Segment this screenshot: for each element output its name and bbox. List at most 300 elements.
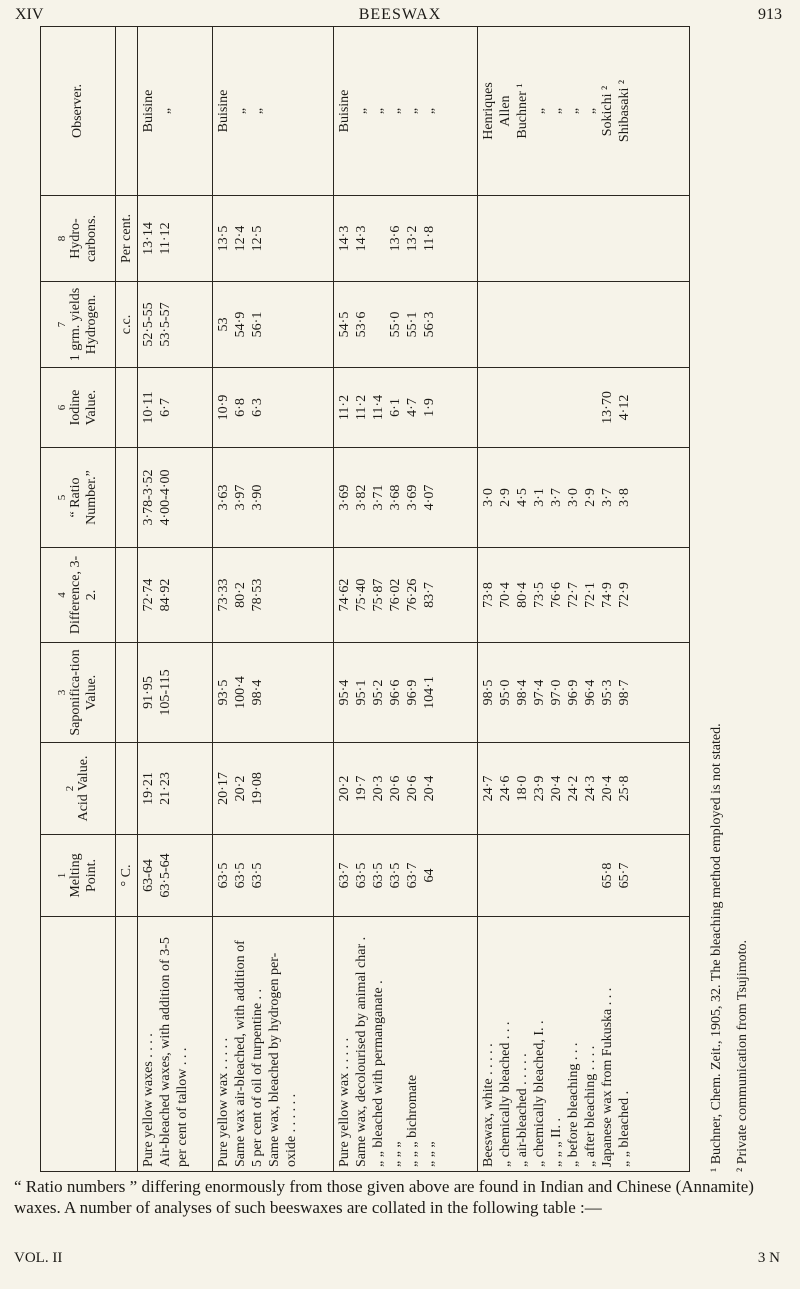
page-number: 913 [758,6,782,23]
value: 76·26 [405,578,421,612]
table-row [477,27,689,1172]
value: 55·1 [405,311,421,338]
value: 3·69 [337,484,353,511]
value: 2·9 [582,488,598,507]
value: 3·0 [480,488,496,507]
value: 23·9 [531,775,547,802]
rotated-table-wrapper [40,27,690,1172]
value-cell [138,448,213,548]
value: 13·6 [388,225,404,252]
value: 3·71 [371,484,387,511]
column-label: 1 grm. yields Hydrogen. [68,287,100,362]
header-cell [41,743,116,835]
sample-description: per cent of tallow . . . [175,1047,190,1167]
value: 3·68 [388,484,404,511]
observer-name: „ [582,107,598,115]
value: 18·0 [514,775,530,802]
header-cell [41,917,116,1172]
header-cell [41,282,116,368]
sample-description: „ chemically bleached, I. . [531,1020,547,1167]
value: 24·2 [565,775,581,802]
footnote-1: ¹ Buchner, Chem. Zeit., 1905, 32. The bleaching method employed is not stated. [709,723,724,1172]
value: 1·9 [422,398,438,417]
observer-name: „ [388,107,404,115]
value: 21·23 [158,772,173,805]
value [582,286,599,363]
value [514,372,531,443]
footnote-2: ² Private communication from Tsujimoto. [735,940,750,1172]
value-cell [334,835,478,917]
value-cell [334,368,478,448]
value: 80·4 [514,582,530,608]
column-label: Acid Value. [76,755,92,822]
sample-description: „ „ bleached with permanganate . [371,980,387,1167]
observer-cell [213,27,334,196]
header-cell [41,643,116,743]
value: 76·6 [548,582,564,608]
value-cell [334,743,478,835]
value: 73·5 [531,582,547,608]
value: 96·4 [582,679,598,706]
value: 65·7 [616,862,632,889]
sample-description: „ „ „ [422,1141,438,1167]
value: 105-115 [158,669,173,716]
value: 54·5 [337,311,353,338]
value-cell [138,835,213,917]
observer-name: Sokichi ² [599,85,615,137]
observer-name: Shibasaki ² [616,79,632,143]
value-cell [477,196,689,282]
observer-name: „ [405,107,421,115]
observer-name: Buisine [141,89,156,133]
value-cell [138,743,213,835]
value [497,286,514,363]
volume-label: VOL. II [14,1250,63,1266]
value: 76·02 [388,578,404,612]
value: 95·0 [497,679,513,706]
value [514,200,531,277]
value: 3·90 [250,484,266,511]
sample-description: „ „ bleached . [616,1090,632,1167]
observer-name: „ [422,107,438,115]
value [599,200,616,277]
header-cell [41,448,116,548]
sample-description: Pure yellow wax . . . . . [216,1037,232,1167]
value: 72·9 [616,582,632,608]
value: 20·4 [599,775,615,802]
value: 98·4 [250,679,266,706]
body-paragraph [14,1176,790,1218]
observer-name: „ [158,107,173,115]
observer-name: „ [354,107,370,115]
value: 73·33 [216,578,232,612]
column-number: 3 [55,689,68,696]
sample-description: Pure yellow wax . . . . . [337,1037,353,1167]
value [480,200,497,277]
value [565,839,582,912]
value: 6·8 [233,398,249,417]
value: 63·7 [337,862,353,889]
value: 11·8 [422,225,438,252]
value: 72·74 [141,578,156,612]
value [582,372,599,443]
value [531,286,548,363]
value: 4·00-4·00 [158,469,173,526]
value-cell [213,448,334,548]
observer-name: „ [565,107,581,115]
observer-name: „ [531,107,547,115]
value: 11·4 [371,394,387,421]
value: 63·7 [405,862,421,889]
value: 25·8 [616,775,632,802]
sample-description: Japanese wax from Fukuska . . . [599,987,615,1167]
value: 3·7 [599,488,615,507]
value [565,372,582,443]
observer-cell [138,27,213,196]
header-row [41,27,116,1172]
observer-name: Allen [497,95,513,127]
value: 20·2 [233,775,249,802]
value: 63-64 [141,859,156,892]
value-cell [138,282,213,368]
value: 3·1 [531,488,547,507]
value: 95·2 [371,679,387,706]
value: 6·3 [250,398,266,417]
sample-description-cell [213,917,334,1172]
value [497,200,514,277]
value: 13·2 [405,225,421,252]
value-cell [334,548,478,643]
value [531,372,548,443]
value: 19·21 [141,772,156,805]
value-cell [138,368,213,448]
sample-description-cell [138,917,213,1172]
value-cell [334,282,478,368]
table-row [213,27,334,1172]
value-cell [213,835,334,917]
unit-cell [116,835,138,917]
sample-description: oxide . . . . . . [284,1093,300,1167]
value: 20·6 [405,775,421,802]
observer-name: „ [233,107,249,115]
value: 10·11 [141,391,156,424]
sample-description-cell [334,917,478,1172]
value: 95·3 [599,679,615,706]
unit-cell [116,448,138,548]
page-footer [14,1250,790,1267]
observer-cell [334,27,478,196]
column-label: Difference, 3-2. [68,555,100,635]
value: 63·5 [233,862,249,889]
observer-name: Henriques [480,82,496,140]
value: 52·5-55 [141,302,156,347]
unit-cell [116,917,138,1172]
value: 64 [422,868,438,883]
column-number: 5 [55,494,68,501]
sample-description: Beeswax, white . . . . . [480,1043,496,1167]
value [582,200,599,277]
value: 72·7 [565,582,581,608]
value: 78·53 [250,578,266,612]
sample-description: 5 per cent of oil of turpentine . . [250,988,266,1167]
column-label: “ Ratio Number.” [68,470,100,525]
value: 83·7 [422,582,438,608]
unit-cell [116,743,138,835]
value: 96·9 [565,679,581,706]
value: 91·95 [141,676,156,709]
value [548,372,565,443]
value: 65·8 [599,862,615,889]
value: 3·0 [565,488,581,507]
value: 20·3 [371,775,387,802]
section-number: XIV [15,6,44,23]
value [370,200,387,277]
value: 74·9 [599,582,615,608]
value: 2·9 [497,488,513,507]
value [548,286,565,363]
value-cell [477,282,689,368]
value-cell [213,196,334,282]
value [582,839,599,912]
value: 97·0 [548,679,564,706]
value: 11·2 [337,394,353,421]
signature-mark: 3 N [757,1250,780,1266]
table-row [138,27,213,1172]
value [565,200,582,277]
unit-cell [116,196,138,282]
value: 20·2 [337,775,353,802]
sample-description: „ „ „ bichromate [405,1074,421,1167]
value: 14·3 [337,225,353,252]
observer-name: Buisine [337,89,353,133]
value-cell [477,548,689,643]
observer-cell [477,27,689,196]
value: 96·6 [388,679,404,706]
table-row [334,27,478,1172]
column-label: Melting Point. [68,853,100,898]
header-cell [41,835,116,917]
value: 70·4 [497,582,513,608]
value-cell [334,448,478,548]
value-cell [213,282,334,368]
value: 98·5 [480,679,496,706]
value-cell [477,643,689,743]
header-cell [41,368,116,448]
sample-description: „ „ „ II. . [548,1118,564,1167]
value [370,286,387,363]
value [616,200,633,277]
value: 6·7 [158,398,173,417]
value: 12·5 [250,225,266,252]
column-label: Hydro-carbons. [68,214,100,263]
value [565,286,582,363]
value: 3·69 [405,484,421,511]
value: 12·4 [233,225,249,252]
value: 104·1 [422,676,438,709]
observer-name: Buchner ¹ [514,83,530,139]
value: 95·1 [354,679,370,706]
value [514,839,531,912]
unit-label: Per cent. [119,214,134,263]
value-cell [138,196,213,282]
value: 100·4 [233,676,249,709]
sample-description: Same wax, decolourised by animal char . [354,936,370,1167]
value: 53·5-57 [158,302,173,347]
value: 13·70 [599,391,615,424]
unit-cell [116,27,138,196]
value-cell [213,548,334,643]
column-number: 2 [63,785,76,792]
observer-name: „ [548,107,564,115]
value: 11·12 [158,222,173,255]
value [531,839,548,912]
beeswax-analysis-table [40,26,690,1172]
page-header [0,0,800,28]
value-cell [334,196,478,282]
value: 3·97 [233,484,249,511]
footnotes [704,27,764,1172]
sample-description: „ after bleaching . . . . [582,1045,598,1167]
body-text: “ Ratio numbers ” differing enormously from those given above are found in Indian and Chinese (Annamite) waxes. A number of analyses of such beeswaxes are collated in the following table :— [14,1177,754,1217]
value: 13·5 [216,225,232,252]
page-title: BEESWAX [358,6,442,23]
value: 24·3 [582,775,598,802]
value: 13·14 [141,222,156,255]
header-cell [41,548,116,643]
value [480,286,497,363]
column-number: 7 [55,321,68,328]
value: 72·1 [582,582,598,608]
sample-description-cell [477,917,689,1172]
value: 96·9 [405,679,421,706]
value: 4·5 [514,488,530,507]
value: 63·5 [354,862,370,889]
value-cell [138,548,213,643]
units-row [116,27,138,1172]
value: 93·5 [216,679,232,706]
value-cell [213,643,334,743]
value: 10·9 [216,394,232,421]
value-cell [477,743,689,835]
column-number: 6 [55,404,68,411]
value [599,286,616,363]
value: 3·82 [354,484,370,511]
value: 98·4 [514,679,530,706]
sample-description: „ before bleaching . . . [565,1042,581,1167]
value: 98·7 [616,679,632,706]
value: 19·7 [354,775,370,802]
value-cell [477,368,689,448]
unit-cell [116,548,138,643]
sample-description: „ air-bleached . . . . . [514,1053,530,1167]
value: 4·12 [616,394,632,421]
value: 24·6 [497,775,513,802]
value: 3·7 [548,488,564,507]
value: 75·87 [371,578,387,612]
value-cell [213,368,334,448]
sample-description: „ chemically bleached . . . [497,1021,513,1167]
value: 80·2 [233,582,249,608]
value: 74·62 [337,578,353,612]
value [480,839,497,912]
observer-name: „ [371,107,387,115]
value: 6·1 [388,398,404,417]
value: 84·92 [158,578,173,612]
unit-label: ° C. [119,864,134,887]
value [616,286,633,363]
value-cell [334,643,478,743]
value-cell [477,835,689,917]
value: 14·3 [354,225,370,252]
unit-cell [116,643,138,743]
sample-description: Air-bleached waxes, with addition of 3-5 [158,937,173,1167]
unit-label: c.c. [119,314,134,335]
value: 56·3 [422,311,438,338]
column-label: Iodine Value. [68,389,100,426]
sample-description: „ „ „ [388,1141,404,1167]
value: 97·4 [531,679,547,706]
value: 3·78-3·52 [141,469,156,526]
value-cell [477,448,689,548]
header-cell [41,27,116,196]
value [497,372,514,443]
unit-cell [116,282,138,368]
header-cell [41,196,116,282]
value: 63·5 [371,862,387,889]
observer-name: „ [250,107,266,115]
unit-cell [116,368,138,448]
sample-description: Same wax air-bleached, with addition of [233,940,249,1167]
value [514,286,531,363]
value: 20·6 [388,775,404,802]
column-number: 4 [55,592,68,598]
value [531,200,548,277]
value: 20·4 [422,775,438,802]
sample-description: Pure yellow waxes . . . . [141,1033,156,1167]
value [548,839,565,912]
observer-name: Buisine [216,89,232,133]
value: 3·8 [616,488,632,507]
column-number: 1 [55,872,68,879]
value: 63·5 [250,862,266,889]
value: 73·8 [480,582,496,608]
value: 20·17 [216,772,232,805]
column-label: Observer. [69,83,85,139]
value: 53·6 [354,311,370,338]
value-cell [213,743,334,835]
value: 4·7 [405,398,421,417]
value [497,839,514,912]
value: 75·40 [354,578,370,612]
value: 95·4 [337,679,353,706]
value: 20·4 [548,775,564,802]
value [480,372,497,443]
value-cell [138,643,213,743]
column-number: 8 [55,235,68,242]
value: 11·2 [354,394,370,421]
sample-description: Same wax, bleached by hydrogen per- [267,952,283,1167]
value: 24·7 [480,775,496,802]
column-label: Saponifica-tion Value. [68,649,100,736]
value: 63·5-64 [158,853,173,898]
value: 4·07 [422,484,438,511]
value: 55·0 [388,311,404,338]
value: 54·9 [233,311,249,338]
value: 19·08 [250,772,266,805]
value: 63·5 [216,862,232,889]
value: 3·63 [216,484,232,511]
value: 53 [216,317,232,332]
